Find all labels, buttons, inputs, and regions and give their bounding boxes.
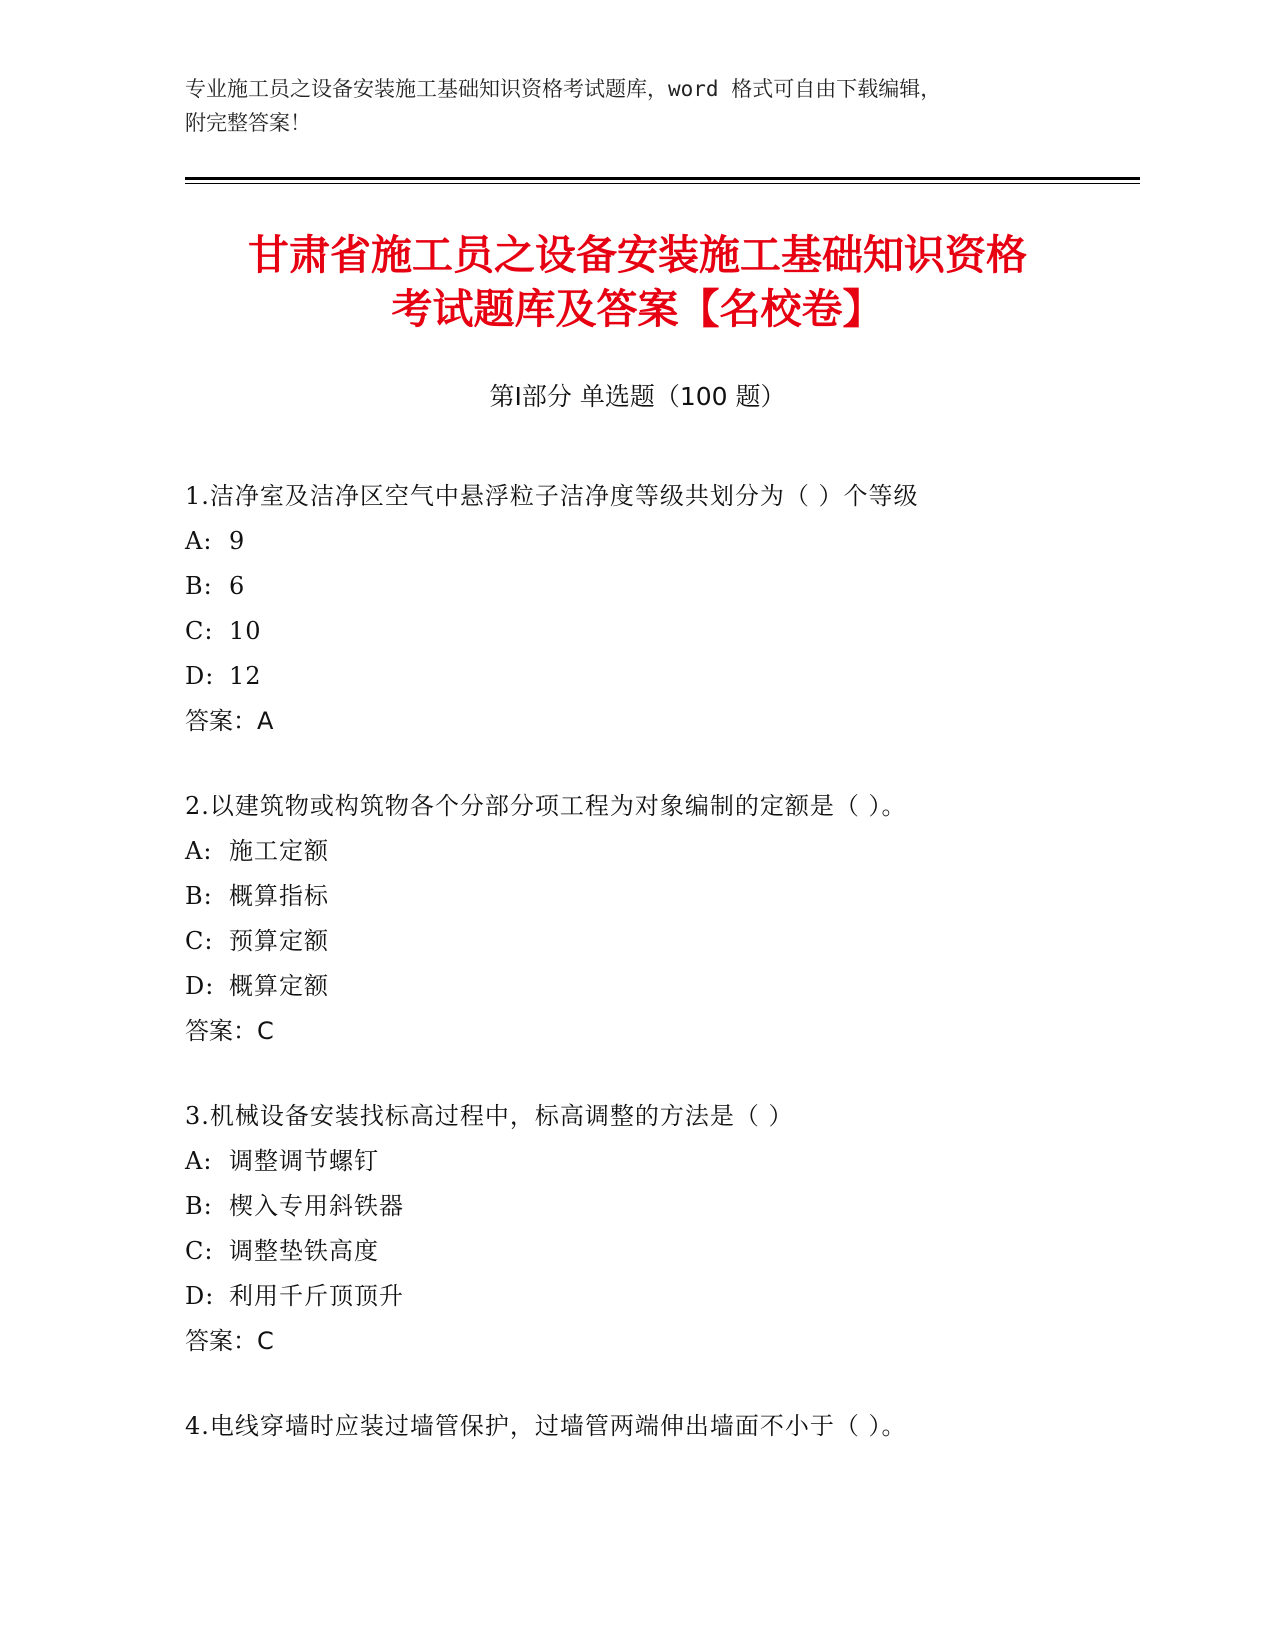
option-key: C: <box>185 617 214 645</box>
question-1 <box>185 474 1145 744</box>
document-title <box>140 228 1135 336</box>
option-c <box>185 1229 1145 1274</box>
option-text: 概算指标 <box>229 882 329 910</box>
option-c <box>185 919 1145 964</box>
header-rule-thin <box>185 183 1140 184</box>
question-4 <box>185 1404 1145 1449</box>
option-key: B: <box>185 572 213 600</box>
option-b <box>185 564 1145 609</box>
option-text: 6 <box>229 572 246 600</box>
option-a <box>185 519 1145 564</box>
option-key: D: <box>185 1282 215 1310</box>
option-text: 概算定额 <box>229 972 329 1000</box>
option-b <box>185 874 1145 919</box>
header-note-line-2: 附完整答案！ <box>185 111 311 135</box>
document-title-line-2: 考试题库及答案【名校卷】 <box>391 285 884 333</box>
question-stem: 2.以建筑物或构筑物各个分部分项工程为对象编制的定额是（ ）。 <box>185 792 907 820</box>
header-note <box>185 72 1085 140</box>
question-stem: 4.电线穿墙时应装过墙管保护，过墙管两端伸出墙面不小于（ ）。 <box>185 1412 907 1440</box>
option-d <box>185 1274 1145 1319</box>
option-d <box>185 654 1145 699</box>
document-title-line-1: 甘肃省施工员之设备安装施工基础知识资格 <box>248 231 1027 279</box>
option-text: 利用千斤顶顶升 <box>229 1282 404 1310</box>
option-key: C: <box>185 927 214 955</box>
option-d <box>185 964 1145 1009</box>
question-answer: 答案：A <box>185 707 274 735</box>
question-answer: 答案：C <box>185 1017 274 1045</box>
option-a <box>185 1139 1145 1184</box>
section-heading: 第Ⅰ部分 单选题（100 题） <box>489 382 786 411</box>
question-answer: 答案：C <box>185 1327 274 1355</box>
option-text: 楔入专用斜铁器 <box>229 1192 404 1220</box>
option-text: 12 <box>229 662 262 690</box>
question-stem: 3.机械设备安装找标高过程中，标高调整的方法是（ ） <box>185 1102 794 1130</box>
option-text: 预算定额 <box>229 927 329 955</box>
option-c <box>185 609 1145 654</box>
question-list <box>185 474 1145 1449</box>
question-stem: 1.洁净室及洁净区空气中悬浮粒子洁净度等级共划分为（ ）个等级 <box>185 482 919 510</box>
option-key: A: <box>185 1147 213 1175</box>
option-key: B: <box>185 1192 213 1220</box>
option-b <box>185 1184 1145 1229</box>
header-note-line-1: 专业施工员之设备安装施工基础知识资格考试题库，word 格式可自由下载编辑， <box>185 77 942 101</box>
option-a <box>185 829 1145 874</box>
option-key: B: <box>185 882 213 910</box>
option-text: 施工定额 <box>229 837 329 865</box>
option-key: C: <box>185 1237 214 1265</box>
option-text: 调整垫铁高度 <box>229 1237 379 1265</box>
option-key: A: <box>185 837 213 865</box>
header-rule-thick <box>185 177 1140 180</box>
option-key: D: <box>185 972 215 1000</box>
option-text: 调整调节螺钉 <box>229 1147 379 1175</box>
question-3 <box>185 1094 1145 1364</box>
question-2 <box>185 784 1145 1054</box>
option-key: A: <box>185 527 213 555</box>
option-text: 9 <box>229 527 246 555</box>
option-key: D: <box>185 662 215 690</box>
option-text: 10 <box>229 617 262 645</box>
